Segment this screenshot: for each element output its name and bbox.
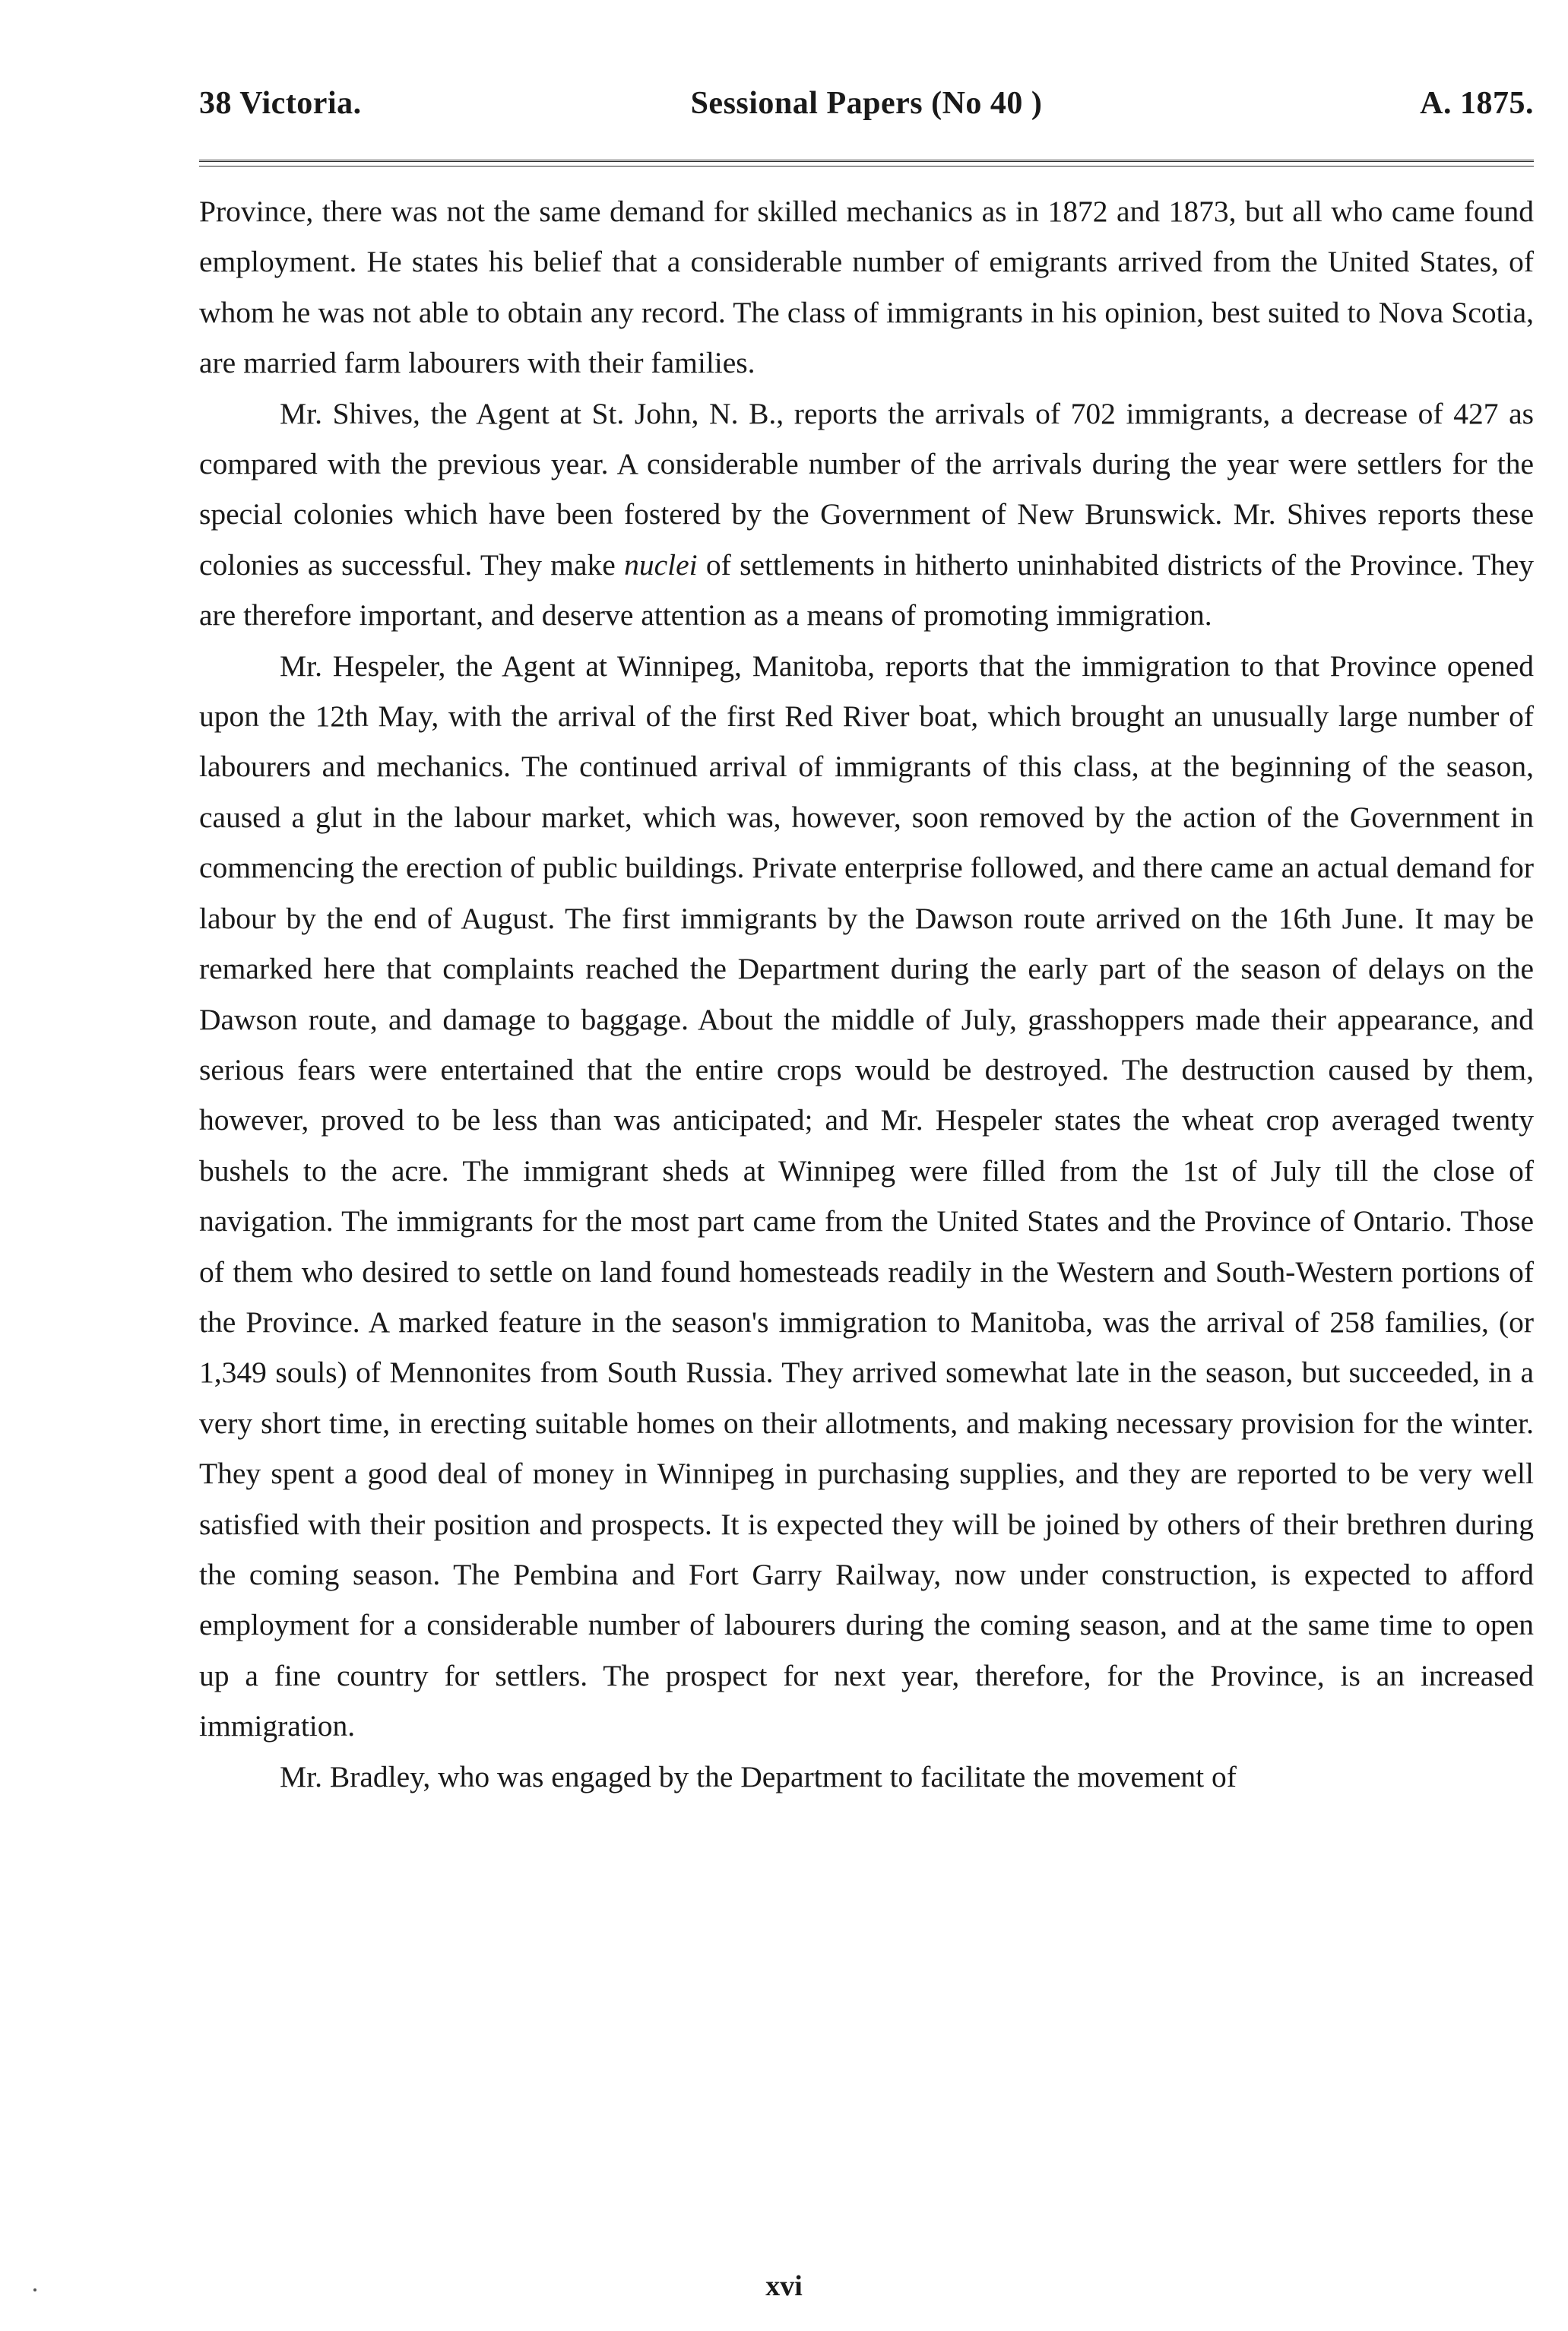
header-year: A. 1875. [1420, 86, 1534, 121]
paragraph-nova-scotia: Province, there was not the same demand for skilled mechanics as in 1872 and 1873, but all who came found employment. He states his belief that a considerable number of emigrants arrived from the United States, of whom he was not able to obtain any record. The class of immigrants in his opinion, best suited to Nova Scotia, are married farm labourers with their families. [199, 195, 1534, 380]
page-folio: xvi [765, 2270, 803, 2302]
document-page [199, 85, 1534, 1802]
header-title: Sessional Papers (No 40 ) [690, 86, 1043, 121]
paragraph-new-brunswick [199, 388, 1534, 641]
paragraph-new-brunswick-part-2: of settlements in hitherto uninhabited districts of the Province. They are therefore important, and deserve attention as a means of promoting immigration. [199, 547, 1534, 633]
running-header [199, 85, 1534, 131]
header-session: 38 Victoria. [199, 86, 362, 121]
scan-speck [33, 2288, 36, 2291]
header-rule [199, 160, 1534, 166]
paragraph-new-brunswick-part-1: Mr. Shives, the Agent at St. John, N. B., reports the arrivals of 702 immigrants, a decrease of 427 as compared with the previous year. A considerable number of the arrivals during the year were settlers for the special colonies which have been fostered by the Government of New Brunswick. Mr. Shives reports these colonies as successful. They make [199, 396, 1534, 582]
paragraph-manitoba: Mr. Hespeler, the Agent at Winnipeg, Manitoba, reports that the immigration to that Province opened upon the 12th May, with the arrival of the first Red River boat, which brought an unusually large number of labourers and mechanics. The continued arrival of immigrants of this class, at the beginning of the season, caused a glut in the labour market, which was, however, soon removed by the action of the Government in commencing the erection of public buildings. Private enterprise followed, and there came an actual demand for labour by the end of August. The first immigrants by the Dawson route arrived on the 16th June. It may be remarked here that complaints reached the Department during the early part of the season of delays on the Dawson route, and damage to baggage. About the middle of July, grasshoppers made their appearance, and serious fears were entertained that the entire crops would be destroyed. The destruction caused by them, however, proved to be less than was anticipated; and Mr. Hespeler states the wheat crop averaged twenty bushels to the acre. The immigrant sheds at Winnipeg were filled from the 1st of July till the close of navigation. The immigrants for the most part came from the United States and the Province of Ontario. Those of them who desired to settle on land found homesteads readily in the Western and South-Western portions of the Province. A marked feature in the season's immigration to Manitoba, was the arrival of 258 families, (or 1,349 souls) of Mennonites from South Russia. They arrived somewhat late in the season, but succeeded, in a very short time, in erecting suitable homes on their allotments, and making necessary provision for the winter. They spent a good deal of money in Winnipeg in purchasing supplies, and they are reported to be very well satisfied with their position and prospects. It is expected they will be joined by others of their brethren during the coming season. The Pembina and Fort Garry Railway, now under construction, is expected to afford employment for a considerable number of labourers during the coming season, and at the same time to open up a fine country for settlers. The prospect for next year, therefore, for the Province, is an increased immigration. [199, 649, 1535, 1743]
paragraph-bradley: Mr. Bradley, who was engaged by the Department to facilitate the movement of [280, 1759, 1237, 1793]
body-text [199, 186, 1534, 1802]
italic-term: nuclei [624, 547, 698, 582]
